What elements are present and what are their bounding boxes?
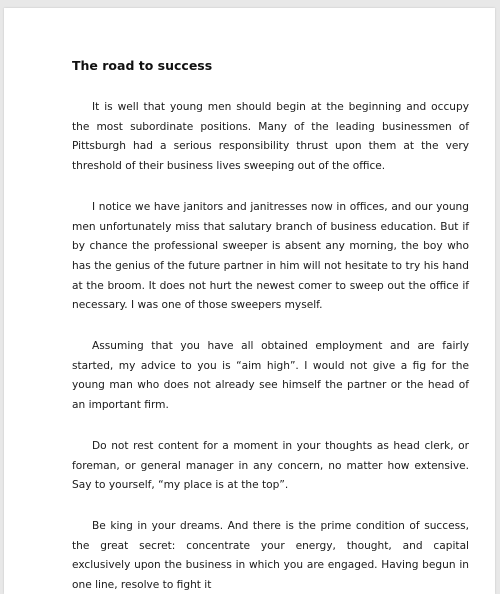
paragraph-2: I notice we have janitors and janitresses now in offices, and our young men unfortunately miss that salutary branch of business education. But if by chance the professional sweeper is absent any morning, the boy who has the genius of the future partner in him will not hesitate to try his hand at the broom. It does not hurt the newest comer to sweep out the office if necessary. I was one of those sweepers myself. <box>72 200 469 312</box>
paragraph-1: It is well that young men should begin at the beginning and occupy the most subordinate positions. Many of the leading businessmen of Pittsburgh had a serious responsibility thrust upon them at the very threshold of their business lives sweeping out of the office. <box>72 101 469 173</box>
document-title: The road to success <box>72 58 213 73</box>
document-page <box>4 8 495 594</box>
paragraph-5: Be king in your dreams. And there is the prime condition of success, the great secret: concentrate your energy, thought, and capital exclusively upon the business in which you are engaged. Having begun in one line, resolve to fight it <box>72 519 469 592</box>
paragraph-4: Do not rest content for a moment in your thoughts as head clerk, or foreman, or general manager in any concern, no matter how extensive. Say to yourself, “my place is at the top”. <box>72 439 469 492</box>
paragraph-3: Assuming that you have all obtained employment and are fairly started, my advice to you is “aim high”. I would not give a fig for the young man who does not already see himself the partner or the head of an important firm. <box>72 340 469 412</box>
